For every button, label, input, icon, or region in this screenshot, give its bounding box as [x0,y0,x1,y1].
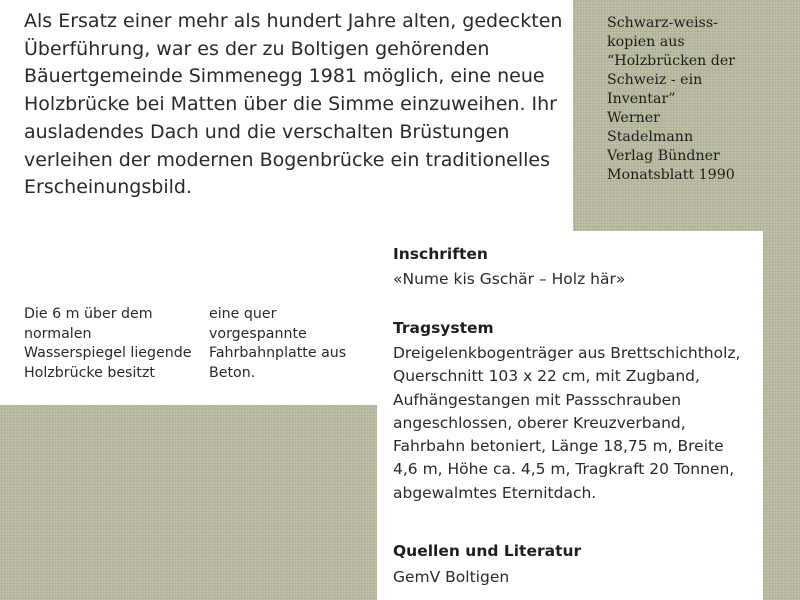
structure-heading: Tragsystem [393,319,494,337]
inscription-heading: Inschriften [393,245,488,263]
caption-line: Stadelmann [607,129,694,145]
column-left-text: Die 6 m über dem normalen Wasserspiegel liegende Holzbrücke besitzt [24,306,192,381]
inscription-text: «Nume kis Gschär – Holz här» [393,270,626,288]
caption-line: Schwarz-weiss- [607,15,718,31]
caption-line: kopien aus [607,34,685,50]
caption-line: Schweiz - ein [607,72,703,88]
caption-line: Monatsblatt 1990 [607,167,735,183]
main-paragraph: Als Ersatz einer mehr als hundert Jahre alten, gedeckten Überführung, war es der zu Boltigen gehörenden Bäuertgemeinde Simmenegg 1981 möglich, eine neue Holzbrücke bei Matten über die Simme einzuweihen. Ihr ausladendes Dach und die verschalten Brüstungen verleihen der modernen Bogenbrücke ein traditionelles Erscheinungsbild. [24,10,563,199]
caption-line: Inventar” [607,91,676,107]
sources-heading: Quellen und Literatur [393,542,582,560]
sources-text: GemV Boltigen [393,568,510,586]
caption-line: “Holzbrücken der [607,53,736,69]
caption-line: Verlag Bündner [607,148,720,164]
source-caption [607,14,797,185]
column-right-text: eine quer vorgespannte Fahrbahnplatte aus Beton. [209,306,347,381]
structure-text: Dreigelenkbogenträger aus Brettschichtholz, Querschnitt 103 x 22 cm, mit Zugband, Aufhängestangen mit Passschrauben angeschlossen, oberer Kreuzverband, Fahrbahn betoniert, Länge 18,75 m, Breite 4,6 m, Höhe ca. 4,5 m, Tragkraft 20 Tonnen, abgewalmtes Eternitdach. [393,344,741,502]
details-clipping [377,231,763,600]
caption-line: Werner [607,110,660,126]
